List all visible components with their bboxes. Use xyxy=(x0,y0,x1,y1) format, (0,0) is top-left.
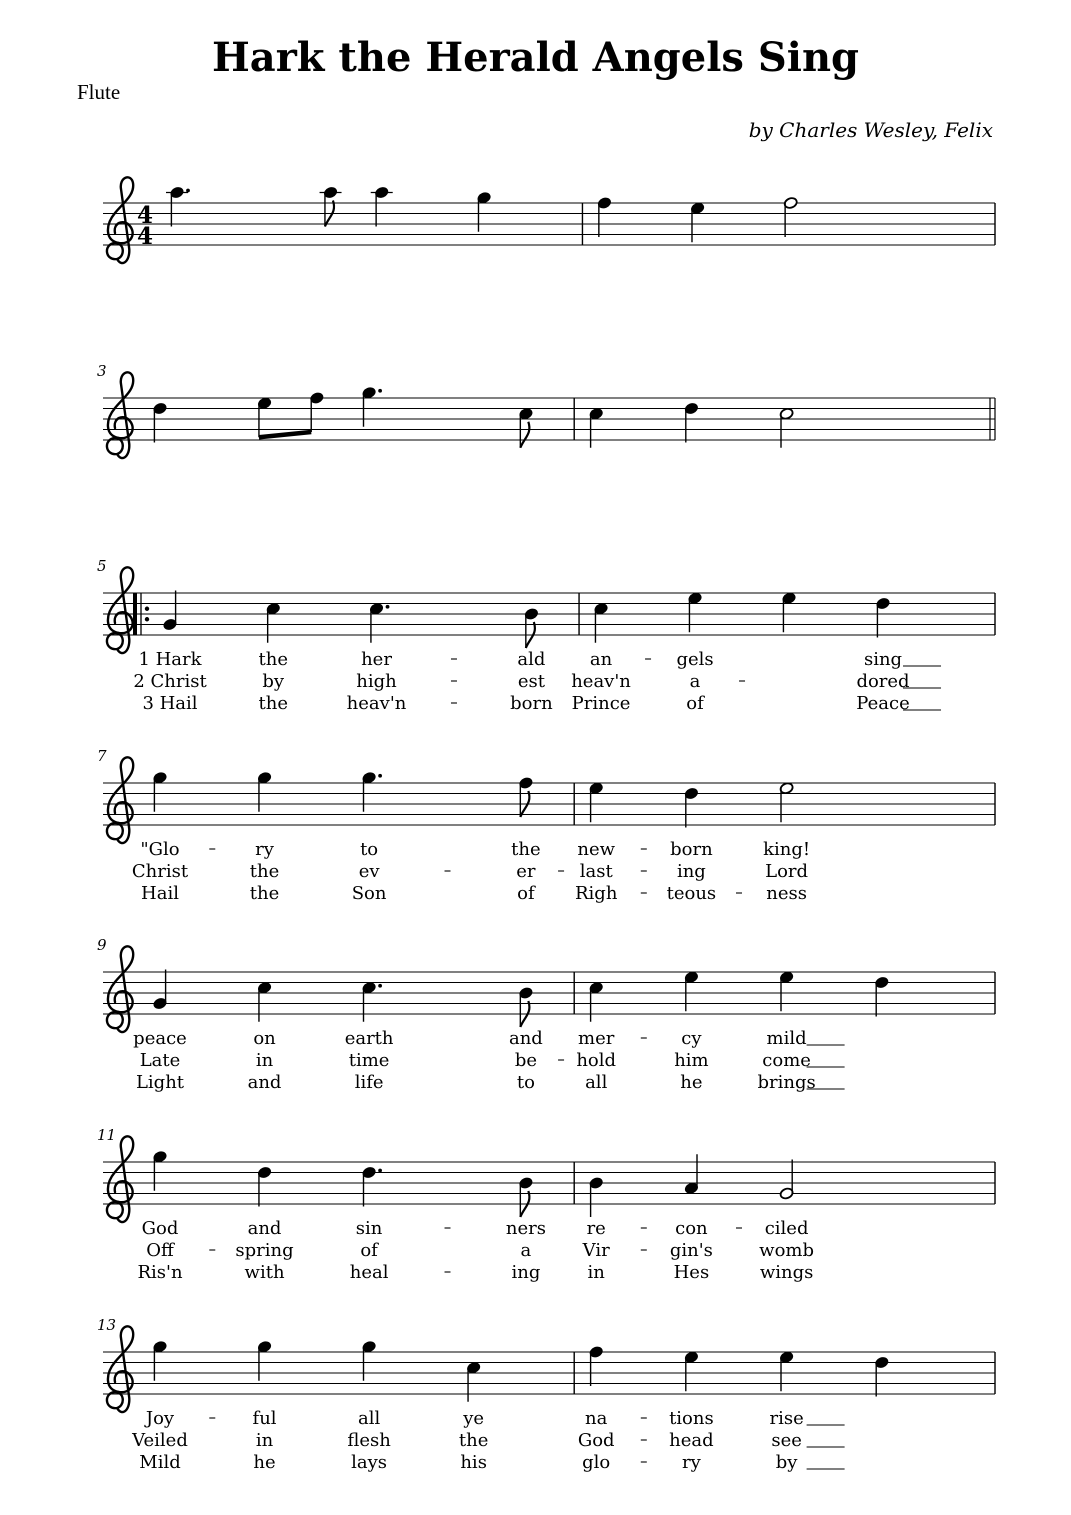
lyric-syllable: in xyxy=(255,1430,274,1451)
lyric-syllable: rise xyxy=(769,1408,804,1429)
measure-number: 11 xyxy=(97,1126,117,1144)
lyric-syllable: 2 Christ xyxy=(133,671,207,692)
repeat-thick-bar xyxy=(133,593,137,635)
lyric-syllable: his xyxy=(460,1452,487,1473)
lyric-syllable: Veiled xyxy=(132,1430,188,1451)
lyric-syllable: Hail xyxy=(141,883,179,904)
lyric-syllable: high xyxy=(356,671,397,692)
lyric-syllable: of xyxy=(686,693,704,714)
lyric-syllable: Light xyxy=(135,1072,185,1093)
eighth-flag xyxy=(520,422,529,448)
lyric-syllable: the xyxy=(511,839,541,860)
lyric-syllable: ry xyxy=(255,839,274,860)
lyric-syllable: and xyxy=(508,1028,543,1049)
treble-clef-icon xyxy=(107,757,133,843)
lyric-syllable: heav'n xyxy=(346,693,407,714)
lyric-syllable: mer xyxy=(578,1028,615,1049)
lyric-syllable: a xyxy=(689,671,701,692)
lyric-syllable: ness xyxy=(766,883,807,904)
lyric-syllable: brings xyxy=(757,1072,816,1093)
lyric-syllable: the xyxy=(258,649,289,670)
lyric-syllable: Off xyxy=(146,1240,174,1261)
measure-number: 7 xyxy=(97,747,107,765)
lyric-syllable: er xyxy=(516,861,536,882)
lyric-syllable: with xyxy=(244,1262,285,1283)
lyric-syllable: her xyxy=(361,649,392,670)
composer-credit: by Charles Wesley, Felix xyxy=(748,118,993,142)
lyric-syllable: ful xyxy=(252,1408,277,1429)
staff-system xyxy=(97,1126,995,1283)
score-title: Hark the Herald Angels Sing xyxy=(212,34,859,81)
lyric-syllable: all xyxy=(585,1072,608,1093)
lyric-syllable: sing xyxy=(863,649,903,670)
treble-clef-icon xyxy=(107,567,133,653)
measure-number: 9 xyxy=(97,936,107,954)
lyric-syllable: wings xyxy=(759,1262,814,1283)
lyric-syllable: ing xyxy=(511,1262,541,1283)
lyric-syllable: all xyxy=(357,1408,381,1429)
staff-system xyxy=(97,747,995,904)
lyric-syllable: Late xyxy=(139,1050,181,1071)
staff-system xyxy=(103,177,995,263)
lyric-syllable: be xyxy=(514,1050,538,1071)
lyric-syllable: on xyxy=(253,1028,276,1049)
lyric-syllable: ing xyxy=(676,861,706,882)
measure-number: 5 xyxy=(97,557,107,575)
repeat-dot xyxy=(145,607,149,611)
lyric-syllable: Hes xyxy=(673,1262,710,1283)
augmentation-dot xyxy=(378,389,382,393)
lyric-syllable: God xyxy=(141,1218,179,1239)
lyric-syllable: and xyxy=(247,1218,282,1239)
lyric-syllable: last xyxy=(579,861,613,882)
lyric-syllable: hold xyxy=(576,1050,617,1071)
augmentation-dot xyxy=(186,189,190,193)
lyric-syllable: glo xyxy=(582,1452,611,1473)
lyric-syllable: by xyxy=(262,671,285,692)
lyric-syllable: lays xyxy=(351,1452,388,1473)
lyric-syllable: born xyxy=(670,839,713,860)
lyric-syllable: Lord xyxy=(765,861,809,882)
lyric-syllable: to xyxy=(360,839,379,860)
staff-system xyxy=(97,1316,995,1473)
lyric-syllable: ciled xyxy=(764,1218,809,1239)
lyric-syllable: an xyxy=(589,649,613,670)
lyric-syllable: Righ xyxy=(574,883,618,904)
lyric-syllable: and xyxy=(247,1072,282,1093)
lyric-syllable: heav'n xyxy=(571,671,631,692)
lyric-syllable: of xyxy=(360,1240,378,1261)
lyric-syllable: heal xyxy=(349,1262,389,1283)
lyric-syllable: ye xyxy=(463,1408,485,1429)
note-beam xyxy=(259,432,311,437)
lyric-syllable: the xyxy=(249,883,280,904)
measure-number: 13 xyxy=(97,1316,117,1334)
treble-clef-icon xyxy=(107,1326,133,1412)
staff-system xyxy=(97,362,995,458)
lyric-syllable: ev xyxy=(358,861,380,882)
lyric-syllable: ald xyxy=(517,649,546,670)
time-signature-top: 4 xyxy=(137,202,154,229)
repeat-dot xyxy=(145,617,149,621)
lyric-syllable: come xyxy=(762,1050,811,1071)
lyric-syllable: him xyxy=(674,1050,709,1071)
lyric-syllable: the xyxy=(458,1430,489,1451)
lyric-syllable: God xyxy=(577,1430,615,1451)
lyric-syllable: of xyxy=(517,883,535,904)
treble-clef-icon xyxy=(107,372,133,458)
lyric-syllable: time xyxy=(348,1050,390,1071)
augmentation-dot xyxy=(378,774,382,778)
treble-clef-icon xyxy=(107,1136,133,1222)
staff-system xyxy=(97,557,995,714)
lyric-syllable: Prince xyxy=(571,693,631,714)
lyric-syllable: Son xyxy=(351,883,387,904)
lyric-syllable: Christ xyxy=(131,861,189,882)
lyric-syllable: re xyxy=(586,1218,606,1239)
lyric-syllable: est xyxy=(517,671,545,692)
lyric-syllable: flesh xyxy=(347,1430,391,1451)
lyric-syllable: mild xyxy=(766,1028,807,1049)
augmentation-dot xyxy=(386,605,390,609)
lyric-syllable: ry xyxy=(682,1452,701,1473)
lyric-syllable: Mild xyxy=(139,1452,181,1473)
lyric-syllable: ners xyxy=(505,1218,546,1239)
lyric-syllable: new xyxy=(577,839,616,860)
lyric-syllable: life xyxy=(354,1072,384,1093)
lyric-syllable: he xyxy=(680,1072,703,1093)
instrument-name: Flute xyxy=(77,80,121,104)
lyric-syllable: a xyxy=(520,1240,532,1261)
lyric-syllable: born xyxy=(510,693,553,714)
lyric-syllable: teous xyxy=(666,883,717,904)
lyric-syllable: 3 Hail xyxy=(142,693,198,714)
lyric-syllable: na xyxy=(585,1408,608,1429)
lyric-syllable: in xyxy=(587,1262,605,1283)
lyric-syllable: earth xyxy=(344,1028,394,1049)
lyric-syllable: dored xyxy=(856,671,910,692)
lyric-syllable: gels xyxy=(676,649,714,670)
staff-system xyxy=(97,936,995,1093)
lyric-syllable: Joy xyxy=(145,1408,175,1429)
lyric-syllable: sin xyxy=(355,1218,383,1239)
lyric-syllable: gin's xyxy=(669,1240,713,1261)
lyric-syllable: the xyxy=(258,693,289,714)
treble-clef-icon xyxy=(107,177,133,263)
lyric-syllable: "Glo xyxy=(140,839,180,860)
lyric-syllable: womb xyxy=(759,1240,815,1261)
augmentation-dot xyxy=(378,984,382,988)
lyric-syllable: peace xyxy=(133,1028,187,1049)
lyric-syllable: head xyxy=(669,1430,714,1451)
augmentation-dot xyxy=(378,1169,382,1173)
lyric-syllable: the xyxy=(249,861,280,882)
lyric-syllable: spring xyxy=(235,1240,294,1261)
lyric-syllable: tions xyxy=(669,1408,714,1429)
lyric-syllable: con xyxy=(675,1218,708,1239)
lyric-syllable: by xyxy=(775,1452,798,1473)
lyric-syllable: king! xyxy=(763,839,811,860)
lyric-syllable: cy xyxy=(681,1028,702,1049)
lyric-syllable: see xyxy=(771,1430,802,1451)
lyric-syllable: Peace xyxy=(856,693,910,714)
time-signature-bottom: 4 xyxy=(137,223,154,250)
lyric-syllable: in xyxy=(255,1050,274,1071)
lyric-syllable: he xyxy=(253,1452,276,1473)
measure-number: 3 xyxy=(97,362,107,380)
lyric-syllable: Ris'n xyxy=(137,1262,183,1283)
treble-clef-icon xyxy=(107,946,133,1032)
lyric-syllable: to xyxy=(516,1072,535,1093)
lyric-syllable: 1 Hark xyxy=(138,649,202,670)
lyric-syllable: Vir xyxy=(582,1240,610,1261)
